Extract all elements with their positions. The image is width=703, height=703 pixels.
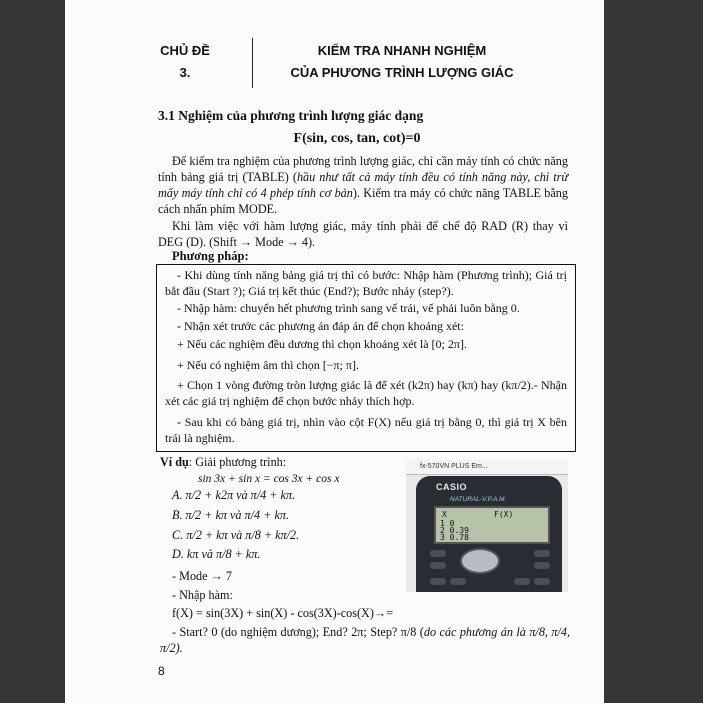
method-line-3: - Nhận xét trước các phương án đáp án để chọn khoảng xét:	[177, 319, 464, 333]
emulator-title-bar	[406, 460, 568, 475]
chapter-header	[122, 40, 542, 88]
calc-key[interactable]	[430, 550, 446, 557]
calculator-subtitle: NATURAL-V.P.A.M.	[450, 496, 507, 503]
example-label: Ví dụ	[160, 455, 189, 469]
section-formula: F(sin, cos, tan, cot)=0	[293, 131, 421, 146]
calculator-emulator	[406, 460, 568, 592]
intro-paragraph-2: Khi làm việc với hàm lượng giác, máy tính phải để chế độ RAD (R) thay vì DEG (D). (Shift → Mode → 4).	[158, 219, 568, 249]
step-start-end	[160, 624, 570, 656]
intro-p1-text-a: Để kiểm tra nghiệm của phương trình lượng giác, chỉ cần máy tính có chức năng tính bảng giá trị (TABLE) (	[158, 154, 568, 184]
calc-key[interactable]	[430, 578, 446, 585]
method-line-5: + Nếu có nghiệm âm thì chọn [−π; π].	[177, 358, 359, 372]
emulator-title: fx-570VN PLUS Em...	[420, 463, 488, 470]
method-line-7: - Sau khi có bảng giá trị, nhìn vào cột F(X) nếu giá trị bằng 0, thì giá trị X bên trái là nghiệm.	[165, 415, 567, 445]
method-box	[156, 264, 576, 452]
section-heading: 3.1 Nghiệm của phương trình lượng giác dạng	[158, 108, 424, 123]
chapter-index: 3.	[179, 65, 191, 80]
method-label: Phương pháp:	[172, 249, 249, 263]
intro-p1-italic: hầu như tất cả máy tính đều có tính năng này, chỉ trừ mấy máy tính chỉ có 4 phép tính cơ bản	[158, 170, 568, 200]
method-line-1: - Khi dùng tính năng bảng giá trị thì có bước: Nhập hàm (Phương trình); Giá trị bắt đầu (Start ?); Giá trị kết thúc (End?); Bước nhảy (step?).	[165, 268, 567, 298]
start-text-italic: do các phương án là	[423, 625, 526, 639]
calculator-keypad	[430, 548, 552, 592]
chapter-title	[262, 40, 542, 84]
calc-key[interactable]	[514, 578, 530, 585]
screen-row-3: 3 0.78	[440, 533, 469, 542]
chapter-number	[122, 40, 248, 84]
right-margin-band	[604, 0, 703, 703]
calc-key[interactable]	[450, 578, 466, 585]
screen-col-fx: F(X)	[494, 510, 514, 519]
screen-row-1: 1 0	[440, 519, 455, 528]
example-equation: sin 3x + sin x = cos 3x + cos x	[198, 473, 340, 485]
calculator-body	[416, 476, 562, 592]
left-margin-band	[0, 0, 65, 703]
example-intro	[160, 455, 286, 470]
method-line-2: - Nhập hàm: chuyển hết phương trình sang vế trái, vế phải luôn bằng 0.	[177, 301, 520, 315]
method-line-6: + Chọn 1 vòng đường tròn lượng giác là để xét (k2π) hay (kπ) hay (kπ/2).- Nhận xét các giá trị nghiệm để chọn bước nhảy thích hợp.	[165, 378, 567, 408]
start-text-a: - Start? 0 (do nghiệm dương); End? 2π; Step? π/8 (	[172, 625, 424, 639]
page-number: 8	[158, 664, 165, 678]
option-d: D. kπ và π/8 + kπ.	[172, 547, 261, 561]
option-a: A. π/2 + k2π và π/4 + kπ.	[172, 488, 296, 502]
screen-row-2: 2 0.39	[440, 526, 469, 535]
method-line-4: + Nếu các nghiệm đều dương thì chọn khoảng xét là [0; 2π].	[177, 337, 467, 351]
intro-p1-text-b: ). Kiểm tra máy có chức năng TABLE bằng cách nhấn phím MODE.	[158, 186, 568, 216]
intro-paragraph-1	[158, 153, 568, 217]
calc-key[interactable]	[534, 550, 550, 557]
calculator-brand: CASIO	[436, 482, 468, 492]
option-c: C. π/2 + kπ và π/8 + kπ/2.	[172, 528, 300, 542]
calc-key[interactable]	[430, 562, 446, 569]
screen-col-x: X	[442, 510, 447, 519]
chapter-title-line1: KIỂM TRA NHANH NGHIỆM	[317, 43, 487, 58]
chapter-label: CHỦ ĐỀ	[160, 43, 210, 58]
calculator-screen	[434, 506, 550, 544]
option-b: B. π/2 + kπ và π/4 + kπ.	[172, 508, 290, 522]
chapter-title-line2: CỦA PHƯƠNG TRÌNH LƯỢNG GIÁC	[290, 65, 514, 80]
function-input: f(X) = sin(3X) + sin(X) - cos(3X)-cos(X)→=	[172, 606, 393, 620]
example-text: : Giải phương trình:	[188, 455, 287, 469]
calc-key[interactable]	[534, 562, 550, 569]
step-input: - Nhập hàm:	[172, 588, 233, 602]
start-text-b: π/8, π/4, π/2).	[160, 625, 571, 655]
header-divider	[252, 38, 253, 88]
step-mode: - Mode → 7	[172, 569, 232, 583]
calc-key[interactable]	[534, 578, 550, 585]
